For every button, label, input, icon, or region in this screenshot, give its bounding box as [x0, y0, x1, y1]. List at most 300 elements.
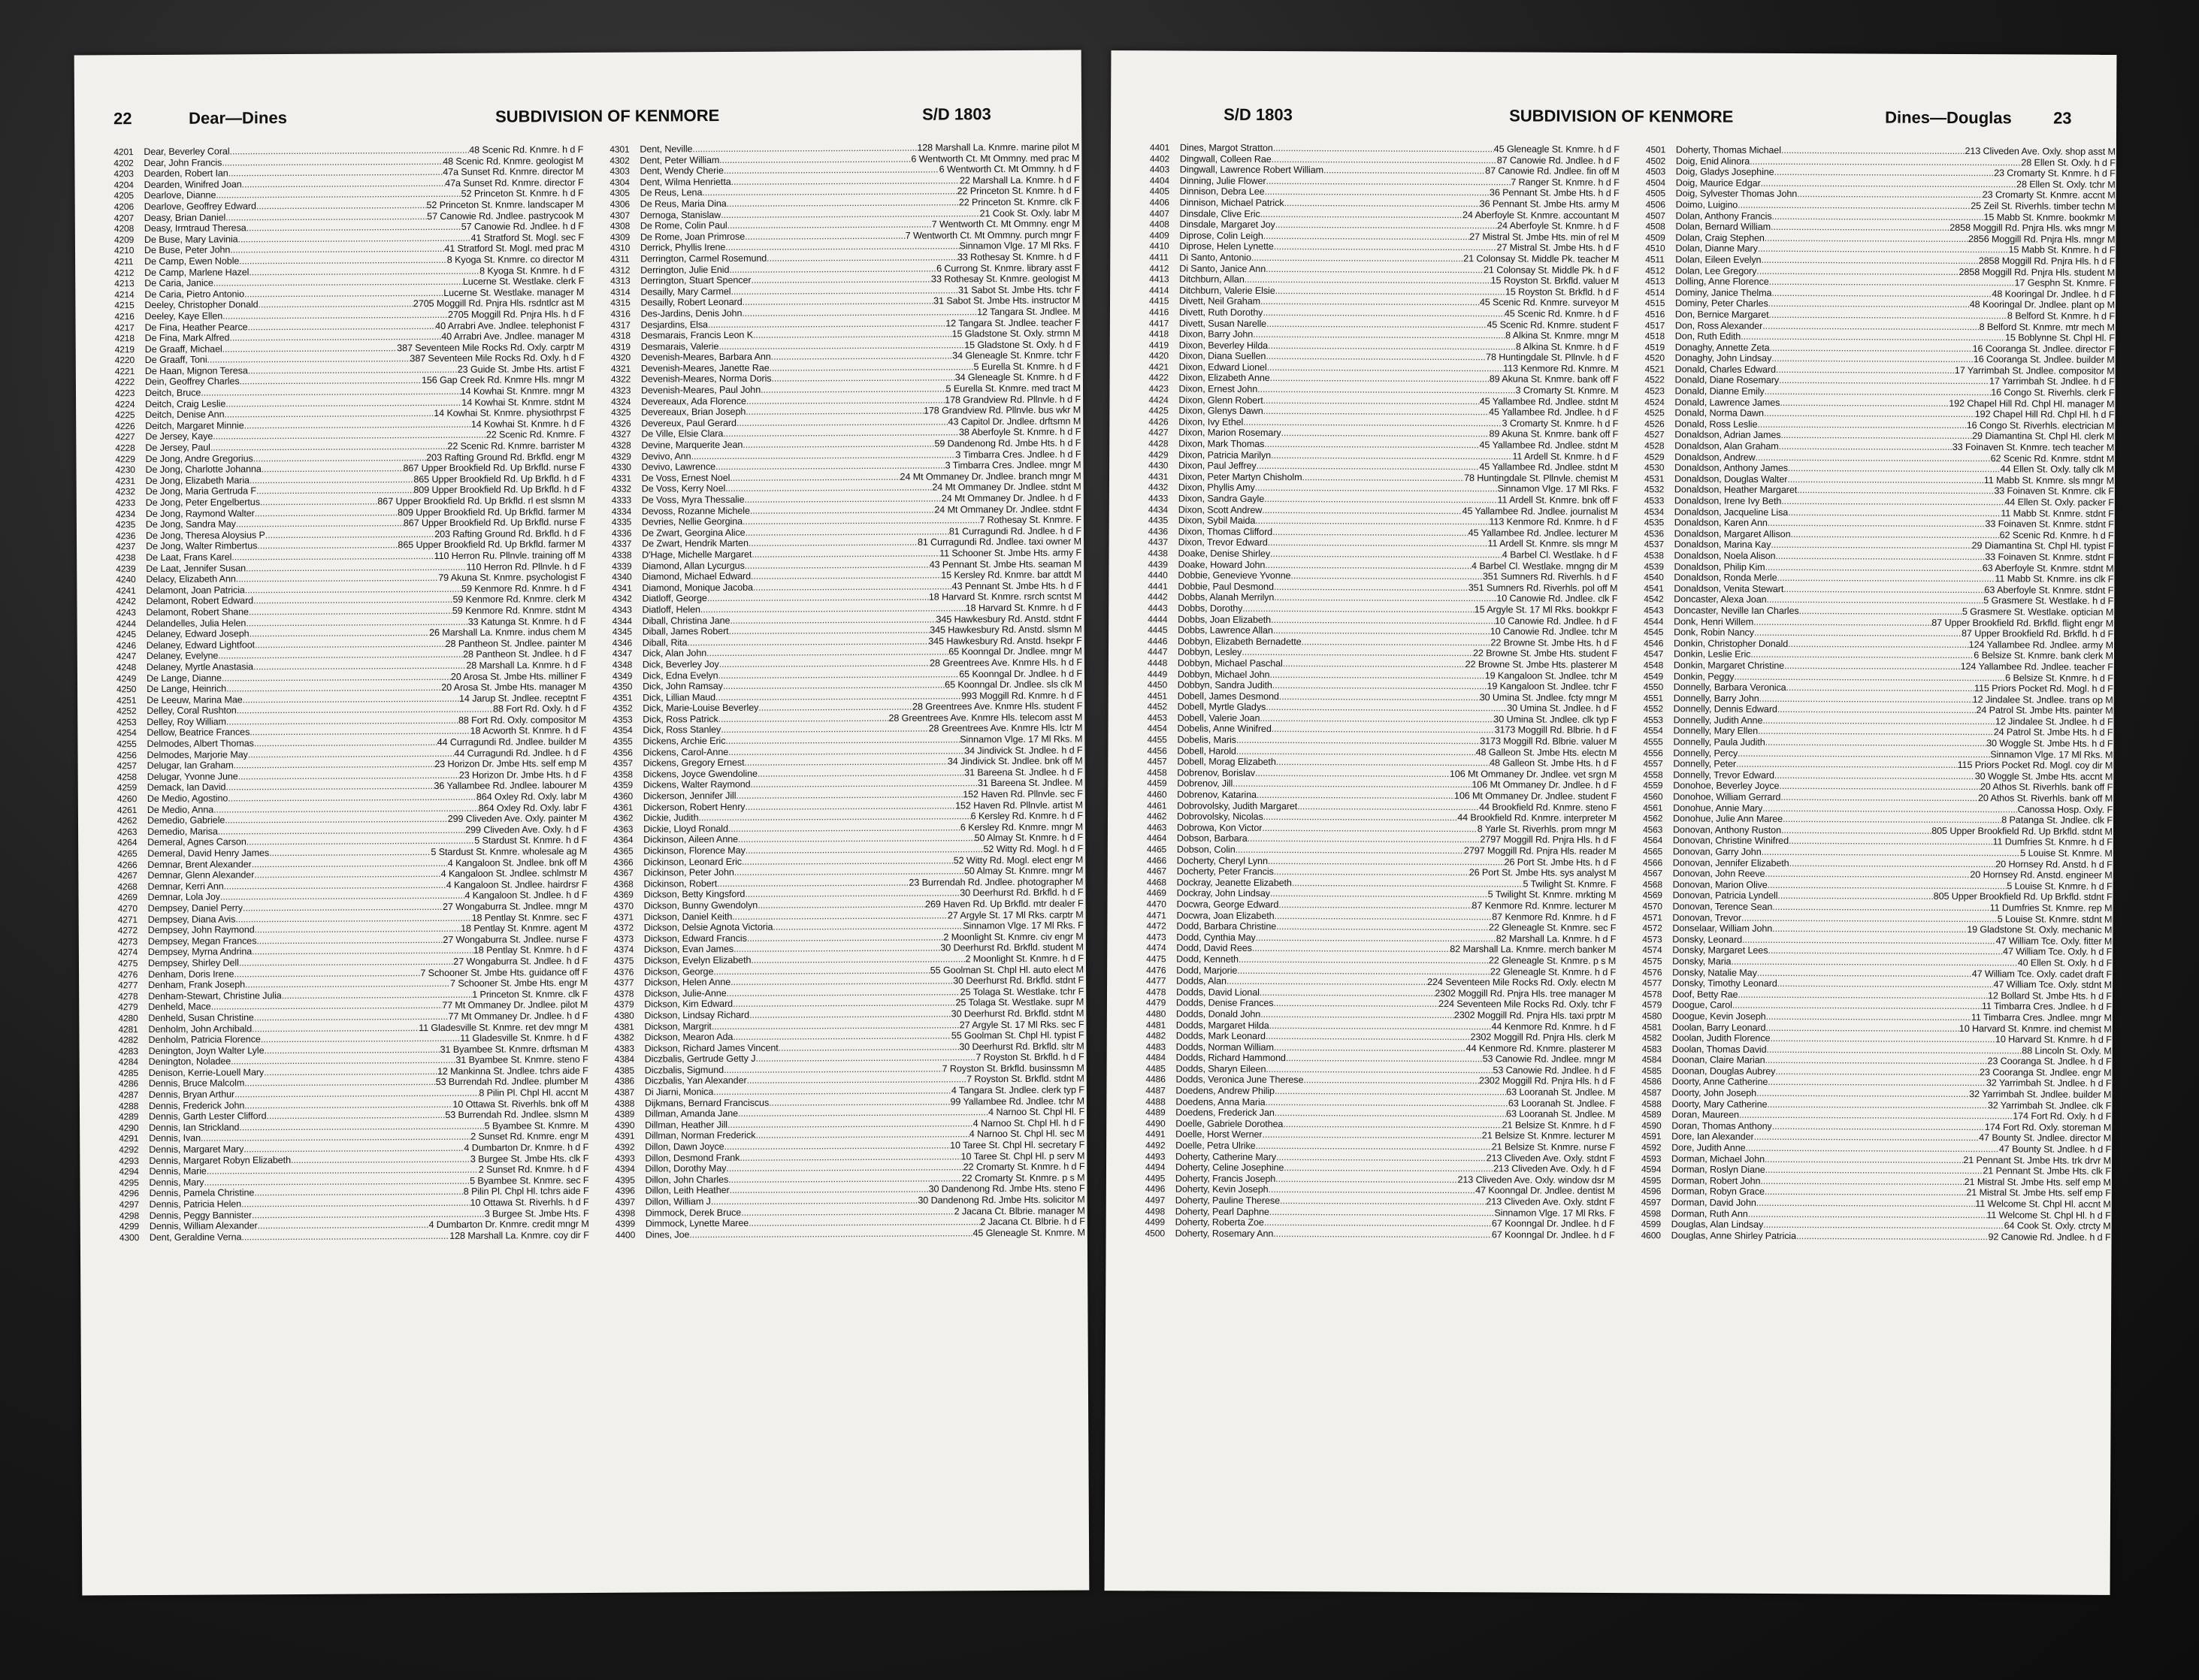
entry-number: 4424 — [1148, 394, 1169, 406]
address-occupation: 36 Pennant St. Jmbe Hts. army M — [1479, 198, 1620, 210]
resident-name: Dennis, William Alexander — [149, 1220, 258, 1232]
address-occupation: 15 Mabb St. Knmre. h d F — [2008, 244, 2116, 256]
entry-number: 4513 — [1645, 276, 1665, 287]
resident-name: Dickson, Betty Kingsford — [643, 889, 746, 900]
entry-number: 4205 — [113, 190, 134, 201]
resident-name: Donselaar, William John — [1672, 923, 1773, 935]
leader-dots — [1765, 386, 1992, 398]
address-occupation: 27 Wongaburra St. Jndlee. nurse F — [443, 933, 588, 945]
entry-number: 4548 — [1643, 660, 1664, 671]
leader-dots — [1264, 439, 1479, 451]
entry-number: 4499 — [1145, 1216, 1166, 1228]
address-occupation: 88 Fort Rd. Oxly. h d F — [493, 703, 587, 715]
resident-name: Dent, Peter William — [640, 154, 720, 166]
entry-number: 4237 — [116, 541, 136, 552]
leader-dots — [708, 318, 945, 330]
resident-name: Dillman, Norman Frederick — [645, 1130, 756, 1142]
address-occupation: 8 Pilin Pl. Chpl Hl. tchrs aide F — [463, 1186, 589, 1198]
entry-number: 4472 — [1146, 920, 1166, 932]
resident-name: Donaldson, Andrew — [1674, 451, 1756, 463]
leader-dots — [1264, 494, 1497, 506]
entry-number: 4232 — [115, 486, 136, 497]
leader-dots — [1765, 1055, 1987, 1067]
entry-number: 4556 — [1643, 747, 1663, 758]
resident-name: Deitch, Bruce — [144, 387, 201, 399]
resident-name: Doherty, Francis Joseph — [1175, 1173, 1276, 1184]
resident-name: De Caria, Janice — [144, 277, 213, 289]
address-occupation: 387 Seventeen Mile Rocks Rd. Oxly. carptr M — [397, 341, 585, 353]
resident-name: Douglas, Alan Lindsay — [1671, 1219, 1764, 1231]
address-occupation: 30 Umina St. Jndlee. clk typ F — [1493, 714, 1617, 725]
leader-dots — [727, 219, 932, 231]
entry-number: 4350 — [613, 681, 633, 692]
resident-name: Dickinson, Leonard Eric — [643, 856, 743, 868]
leader-dots — [248, 748, 455, 760]
entry-number: 4409 — [1149, 230, 1169, 241]
resident-name: Denholm, John Archibald — [148, 1023, 253, 1035]
address-occupation: 47 Bounty St. Jndlee. director M — [1979, 1132, 2112, 1144]
leader-dots — [769, 1096, 950, 1108]
entry-number: 4455 — [1147, 734, 1167, 745]
address-occupation: 30 Umina St. Jndlee. h d F — [1507, 703, 1617, 715]
resident-name: Doherty, Catherine Mary — [1175, 1151, 1277, 1162]
resident-name: Denham-Stewart, Christine Julia — [148, 990, 282, 1002]
address-occupation: 28 Greentrees Ave. Knmre Hls. student F — [912, 700, 1083, 712]
entry-number: 4389 — [614, 1108, 635, 1120]
address-occupation: 55 Goolman St. Chpl Hl. typist F — [951, 1029, 1084, 1041]
resident-name: De Jong, Raymond Walter — [145, 507, 255, 519]
address-occupation: 24 Mt Ommaney Dr. Jndlee. stdnt M — [932, 481, 1081, 493]
address-occupation: 11 Welcome St. Chpl Hl. accnt M — [1975, 1198, 2111, 1210]
resident-name: Dennis, Pamela Christine — [149, 1187, 255, 1199]
entry-number: 4525 — [1644, 407, 1665, 418]
address-occupation: 8 Pilin Pl. Chpl Hl. accnt M — [479, 1087, 588, 1098]
entry-number: 4522 — [1644, 374, 1665, 385]
entry-number: 4362 — [613, 812, 634, 823]
leader-dots — [734, 866, 964, 878]
entry-number: 4485 — [1145, 1063, 1166, 1074]
resident-name: Dent, Wilma Henrietta — [640, 176, 731, 188]
resident-name: De Camp, Marlene Hazel — [144, 266, 250, 278]
resident-name: Devenish-Meares, Janette Rae — [640, 362, 770, 374]
address-occupation: 867 Upper Brookfield Rd. Up Brkfld. nurse F — [403, 462, 585, 474]
address-occupation: 11 Timbarra Cres. Jndlee. mngr M — [1971, 1012, 2112, 1023]
leader-dots — [743, 439, 934, 451]
guide-words: Dear—Dines — [189, 108, 287, 128]
entry-number: 4569 — [1642, 890, 1662, 901]
leader-dots — [1257, 790, 1454, 802]
leader-dots — [1757, 967, 1972, 979]
resident-name: Doherty, Pearl Daphne — [1175, 1206, 1269, 1217]
entry-number: 4583 — [1641, 1043, 1662, 1054]
entry-number: 4304 — [609, 177, 630, 188]
resident-name: Donkin, Peggy — [1673, 670, 1735, 682]
entry-number: 4482 — [1145, 1030, 1166, 1041]
entry-number: 4421 — [1148, 361, 1169, 373]
leader-dots — [1772, 1121, 1985, 1133]
resident-name: Douglas, Anne Shirley Patricia — [1671, 1230, 1797, 1241]
address-occupation: 45 Scenic Rd. Knmre. h d F — [1504, 308, 1619, 319]
resident-name: Divett, Neil Graham — [1178, 295, 1261, 307]
entry-number: 4319 — [610, 341, 631, 352]
leader-dots — [1273, 1228, 1492, 1240]
leader-dots — [737, 416, 948, 428]
resident-name: Dobbs, Dorothy — [1178, 603, 1243, 614]
resident-name: Donsky, Leonard — [1672, 934, 1743, 945]
resident-name: De Jong, Maria Gertruda F — [145, 485, 257, 497]
entry-number: 4315 — [610, 297, 631, 309]
entry-number: 4535 — [1644, 517, 1665, 528]
resident-name: De Reus, Lena — [640, 187, 703, 198]
entry-number: 4401 — [1149, 142, 1170, 153]
resident-name: Doedens, Andrew Philip — [1175, 1085, 1275, 1097]
resident-name: Dixon, Sandra Gayle — [1178, 493, 1265, 504]
address-occupation: 345 Hawkesbury Rd. Anstd. hsekpr F — [928, 635, 1082, 647]
entry-number: 4271 — [117, 914, 138, 925]
address-occupation: 32 Yarrimbah St. Jndlee. builder M — [1969, 1089, 2112, 1100]
resident-name: Dillon, Dawn Joyce — [645, 1141, 724, 1153]
address-occupation: 23 Burrendah Rd. Jndlee. photographer M — [909, 876, 1084, 888]
entry-number: 4590 — [1641, 1120, 1662, 1132]
leader-dots — [252, 1208, 485, 1220]
resident-name: Dorman, Roslyn Diane — [1671, 1164, 1765, 1176]
resident-name: Dore, Judith Anne — [1671, 1142, 1746, 1153]
entry-number: 4218 — [114, 333, 135, 344]
address-occupation: 45 Gleneagle St. Knmre. h d F — [1493, 144, 1620, 156]
resident-name: Dimmock, Derek Bruce — [645, 1207, 742, 1219]
entry-number: 4591 — [1641, 1131, 1662, 1142]
entry-number: 4530 — [1644, 462, 1665, 473]
entry-number: 4537 — [1644, 539, 1664, 550]
leader-dots — [1777, 704, 1977, 716]
resident-name: Di Santo, Janice Ann — [1179, 263, 1266, 274]
entry-number: 4491 — [1145, 1129, 1166, 1140]
entry-number: 4204 — [113, 179, 134, 191]
address-occupation: 22 Browne St. Jmbe Hts. plasterer M — [1465, 659, 1617, 670]
resident-name: Denham, Frank Joseph — [148, 979, 246, 991]
entry-number: 4331 — [611, 473, 631, 484]
leader-dots — [254, 737, 437, 749]
entry-number: 4337 — [612, 539, 632, 550]
leader-dots — [1769, 276, 2015, 289]
leader-dots — [1264, 1217, 1492, 1229]
resident-name: Don, Ross Alexander — [1674, 319, 1763, 331]
leader-dots — [1276, 757, 1490, 769]
resident-name: Dominy, Janice Thelma — [1675, 287, 1772, 298]
entry-number: 4497 — [1145, 1195, 1166, 1206]
address-occupation: 24 Mt Ommaney Dr. Jndlee. stdnt F — [934, 503, 1081, 515]
address-occupation: 63 Looranah St. Jndlee. M — [1506, 1108, 1616, 1120]
entry-number: 4420 — [1148, 350, 1169, 361]
address-occupation: 63 Looranah St. Jndlee. M — [1506, 1086, 1616, 1098]
address-occupation: 174 Fort Rd. Oxly. h d F — [2013, 1110, 2112, 1123]
address-occupation: 15 Gladstone St. Oxly. h d F — [964, 339, 1081, 351]
resident-name: Doelle, Horst Werner — [1175, 1129, 1263, 1141]
resident-name: Donk, Robin Nancy — [1674, 627, 1754, 638]
address-occupation: 43 Pennant St. Jmbe Hts. seaman M — [929, 558, 1082, 570]
leader-dots — [222, 310, 448, 322]
resident-name: Demeral, Agnes Carson — [147, 836, 247, 848]
address-occupation: 33 Rothesay St. Knmre. geologist M — [930, 273, 1081, 285]
leader-dots — [1266, 702, 1507, 714]
entry-number: 4276 — [118, 968, 138, 980]
address-occupation: 224 Seventeen Mile Rocks Rd. Oxly. tchr F — [1438, 999, 1616, 1011]
left-page — [74, 50, 1090, 1596]
address-occupation: 64 Cook St. Oxly. ctrcty M — [2004, 1220, 2111, 1232]
entry-number: 4363 — [613, 823, 634, 835]
leader-dots — [1286, 1053, 1483, 1065]
leader-dots — [749, 537, 918, 549]
entry-number: 4439 — [1148, 558, 1168, 570]
entry-number: 4476 — [1146, 964, 1166, 975]
resident-name: Donaghy, Annette Zeta — [1674, 342, 1770, 353]
entry-number: 4314 — [610, 286, 631, 298]
leader-dots — [1262, 823, 1477, 835]
entry-number: 4244 — [116, 618, 136, 629]
address-occupation: 30 Deerhurst Rd. Brkfld. student M — [940, 941, 1084, 953]
resident-name: Demeral, David Henry James — [147, 848, 270, 860]
entry-number: 4564 — [1642, 835, 1663, 846]
address-occupation: 30 Deerhurst Rd. Brkfld. stdnt F — [953, 974, 1084, 987]
entry-number: 4272 — [117, 925, 138, 936]
address-occupation: 809 Upper Brookfield Rd. Up Brkfld. h d F — [413, 484, 585, 496]
entry-number: 4506 — [1645, 199, 1665, 210]
leader-dots — [1242, 603, 1474, 615]
entry-number: 4558 — [1643, 769, 1663, 781]
address-occupation: 43 Capitol Dr. Jndlee. drftsmn M — [948, 415, 1081, 428]
leader-dots — [719, 153, 911, 165]
leader-dots — [1263, 811, 1458, 823]
resident-name: Dodd, Cynthia May — [1176, 932, 1256, 943]
resident-name: Delugar, Ian Graham — [147, 760, 234, 772]
entry-number: 4311 — [610, 253, 630, 264]
address-occupation: 63 Aberfoyle St. Knmre. stdnt F — [1984, 584, 2114, 596]
resident-name: De Jong, Theresa Aloysius P — [145, 529, 265, 541]
leader-dots — [749, 1008, 951, 1020]
address-occupation: 213 Cliveden Ave. Oxly. window dsr M — [1457, 1174, 1615, 1186]
resident-name: De Lange, Dianne — [146, 672, 222, 684]
leader-dots — [779, 1041, 960, 1053]
leader-dots — [1265, 560, 1472, 572]
address-occupation: 805 Upper Brookfield Rd. Up Brkfld. stdnt M — [1931, 825, 2113, 837]
address-occupation: 21 Cook St. Oxly. labr M — [979, 207, 1080, 219]
leader-dots — [1236, 745, 1476, 757]
entry-number: 4262 — [116, 815, 138, 826]
address-occupation: 6 Belsize St. Knmre. h d F — [2005, 672, 2113, 684]
entry-number: 4242 — [116, 596, 136, 607]
entry-number: 4295 — [119, 1177, 139, 1189]
leader-dots — [1788, 463, 2001, 475]
leader-dots — [1273, 625, 1490, 637]
address-occupation: 113 Kenmore Rd. Knmre. M — [1503, 363, 1619, 374]
leader-dots — [1765, 1022, 1959, 1034]
address-occupation: 26 Port St. Jmbe Hts. h d F — [1504, 856, 1617, 868]
address-occupation: 45 Yallambee Rd. Jndlee. stdnt M — [1479, 440, 1619, 452]
leader-dots — [224, 880, 446, 892]
entry-number: 4554 — [1643, 725, 1663, 736]
address-occupation: 22 Cromarty St. Knmre. h d F — [963, 1161, 1085, 1173]
resident-name: Donaldson, Noela Alison — [1674, 550, 1776, 561]
entry-number: 4447 — [1147, 646, 1168, 657]
leader-dots — [1796, 1231, 1989, 1243]
resident-name: Dixon, Sybil Maida — [1178, 515, 1256, 527]
entry-number: 4488 — [1145, 1095, 1166, 1107]
resident-name: Dick, Lillian Maud — [643, 691, 716, 703]
address-occupation: 11 Ardell St. Knmre. bnk off F — [1497, 494, 1618, 506]
leader-dots — [1266, 1031, 1471, 1043]
address-occupation: 14 Kowhai St. Knmre. mngr M — [460, 385, 585, 397]
entry-number: 4550 — [1643, 681, 1664, 693]
entry-number: 4551 — [1643, 692, 1664, 703]
resident-name: Dick, Alan John — [642, 648, 707, 659]
resident-name: Dennis, Ian Strickland — [149, 1122, 240, 1133]
leader-dots — [1763, 1219, 2004, 1231]
address-occupation: 34 Gleneagle St. Knmre. tchr F — [952, 349, 1081, 361]
entry-number: 4333 — [611, 494, 632, 506]
leader-dots — [1272, 154, 1497, 166]
address-occupation: 41 Stratford St. Mogl. med prac M — [444, 243, 585, 255]
address-occupation: 48 Galleon St. Jmbe Hts. h d F — [1490, 757, 1617, 769]
resident-name: Dobson, Colin — [1176, 844, 1236, 855]
entry-number: 4574 — [1642, 944, 1662, 956]
address-occupation: 20 Arosa St. Jmbe Hts. milliner F — [450, 670, 587, 682]
resident-name: Dines, Joe — [645, 1229, 690, 1240]
entry-number: 4213 — [114, 278, 135, 289]
resident-name: Devenish-Meares, Barbara Ann — [640, 351, 771, 363]
address-occupation: 57 Canowie Rd. Jndlee. pastrycook M — [427, 210, 584, 222]
leader-dots — [1754, 627, 1962, 639]
leader-dots — [1269, 1020, 1492, 1032]
resident-name: Dickinson, Peter John — [643, 867, 734, 878]
resident-name: Dobson, Barbara — [1176, 832, 1248, 845]
resident-name: Dickie, Judith — [643, 812, 699, 823]
address-occupation: 45 Gleneagle St. Knmre. M — [972, 1227, 1085, 1239]
resident-name: Dobell, Morag Elizabeth — [1177, 756, 1276, 768]
resident-name: Dennis, Frederick John — [148, 1100, 245, 1111]
leader-dots — [1768, 880, 2007, 892]
resident-name: Dixon, Mark Thomas — [1178, 438, 1265, 450]
entry-number: 4490 — [1145, 1118, 1166, 1129]
resident-name: De Leeuw, Marina Mae — [147, 694, 243, 706]
entry-number: 4313 — [610, 275, 631, 286]
address-occupation: 867 Upper Brookfield Rd. Up Brkfld. rl est slsmn M — [377, 494, 585, 507]
entry-number: 4494 — [1145, 1162, 1166, 1173]
resident-name: Dempsey, Diana Avis — [147, 913, 236, 925]
resident-name: Dingwall, Lawrence Robert William — [1179, 164, 1324, 176]
address-occupation: 269 Haven Rd. Up Brkfld. mtr dealer F — [925, 898, 1084, 910]
resident-name: Dickson, Evelyn Elizabeth — [643, 954, 752, 966]
entry-number: 4249 — [116, 672, 137, 684]
entry-number: 4367 — [613, 867, 634, 878]
entry-number: 4418 — [1148, 328, 1169, 340]
leader-dots — [226, 682, 441, 694]
entry-number: 4321 — [610, 363, 631, 374]
leader-dots — [718, 713, 889, 725]
entry-number: 4357 — [613, 757, 633, 769]
address-occupation: 59 Kenmore Rd. Knmre. stdnt M — [452, 604, 586, 616]
resident-name: Donnelly, Trevor Edward — [1673, 769, 1774, 781]
address-occupation: 21 Belsize St. Knmre. nurse F — [1491, 1141, 1616, 1153]
leader-dots — [1268, 537, 1488, 549]
address-occupation: 45 Yallambee Rd. Jndlee. stdnt M — [1479, 461, 1619, 473]
resident-name: Dickens, Gregory Ernest — [643, 757, 745, 769]
entry-number: 4500 — [1145, 1228, 1165, 1239]
entry-number: 4286 — [118, 1078, 139, 1089]
address-occupation: 5 Louise St. Knmre. M — [2020, 848, 2113, 859]
leader-dots — [1772, 923, 1967, 935]
leader-dots — [1269, 1207, 1495, 1219]
resident-name: Donohue, Julie Ann Maree — [1672, 813, 1783, 825]
entry-number: 4498 — [1145, 1205, 1166, 1217]
address-occupation: 33 Foinaven St. Knmre. clk F — [1994, 485, 2114, 497]
address-occupation: 2302 Moggill Rd. Pnjra Hls. h d F — [1478, 1075, 1616, 1087]
address-occupation: 11 Timbarra Cres. Jndlee. h d F — [1981, 1001, 2112, 1013]
entry-number: 4589 — [1641, 1109, 1662, 1120]
address-occupation: 20 Hornsey Rd. Anstd. engineer M — [1970, 869, 2113, 881]
entry-number: 4459 — [1147, 778, 1167, 789]
resident-name: Dent, Neville — [640, 144, 693, 155]
address-occupation: 52 Princeton St. Knmre. landscaper M — [426, 198, 584, 211]
leader-dots — [742, 855, 954, 867]
entry-number: 4392 — [615, 1141, 635, 1153]
entry-number: 4576 — [1642, 966, 1662, 977]
entry-number: 4239 — [116, 563, 136, 574]
entry-number: 4457 — [1147, 756, 1167, 767]
entry-number: 4458 — [1147, 767, 1167, 778]
entry-number: 4245 — [116, 629, 137, 640]
leader-dots — [1741, 331, 2005, 343]
resident-name: Donkin, Christopher Donald — [1674, 638, 1789, 649]
address-occupation: 2 Jacana Ct. Blbrie. h d F — [980, 1216, 1085, 1228]
leader-dots — [689, 1228, 972, 1240]
address-occupation: 40 Arrabri Ave. Jndlee. manager M — [441, 331, 585, 343]
address-occupation: 8 Kyoga St. Knmre. h d F — [479, 264, 585, 276]
leader-dots — [246, 561, 467, 573]
address-occupation: 30 Deerhurst Rd. Brkfld. h d F — [960, 887, 1084, 899]
address-occupation: 17 Yarrimbah St. Jndlee. compositor M — [1954, 364, 2115, 376]
resident-name: Donkin, Margaret Christine — [1673, 660, 1785, 671]
leader-dots — [724, 1140, 951, 1152]
resident-name: Dixon, Glenn Robert — [1178, 394, 1263, 406]
resident-name: Dear, John Francis — [144, 157, 222, 168]
leader-dots — [225, 781, 434, 793]
entry-number: 4282 — [118, 1035, 138, 1046]
leader-dots — [234, 1088, 479, 1100]
address-occupation: 22 Princeton St. Knmre. clk F — [958, 196, 1080, 208]
leader-dots — [1736, 759, 1958, 771]
entry-number: 4322 — [610, 374, 631, 385]
resident-name: Dolan, Eileen Evelyn — [1675, 254, 1762, 265]
address-occupation: 4 Tangara St. Jndlee. clerk typ F — [951, 1084, 1084, 1096]
address-occupation: 31 Byambee St. Knmre. drftsman M — [440, 1043, 588, 1055]
entry-number: 4212 — [114, 267, 135, 278]
leader-dots — [282, 989, 473, 1001]
resident-name: Dingwall, Colleen Rae — [1179, 153, 1272, 165]
address-occupation: 50 Almay St. Knmre. mngr M — [963, 865, 1084, 877]
resident-name: Dear, Beverley Coral — [144, 146, 230, 158]
address-occupation: 52 Princeton St. Knmre. h d F — [461, 188, 584, 200]
address-occupation: 28 Pantheon St. Jndlee. h d F — [463, 648, 586, 660]
entry-number: 4284 — [118, 1056, 138, 1068]
resident-name: De Voss, Myra Thessalie — [641, 494, 745, 506]
resident-name: Doogue, Carol — [1671, 999, 1732, 1011]
resident-name: De Voss, Kerry Noel — [641, 483, 726, 494]
resident-name: Docherty, Peter Francis — [1176, 866, 1274, 878]
entry-number: 4481 — [1145, 1019, 1166, 1030]
address-occupation: 89 Akuna St. Knmre. bank off F — [1489, 428, 1619, 440]
resident-name: Dobbs, Joan Elizabeth — [1178, 614, 1272, 625]
entry-number: 4546 — [1644, 637, 1664, 649]
